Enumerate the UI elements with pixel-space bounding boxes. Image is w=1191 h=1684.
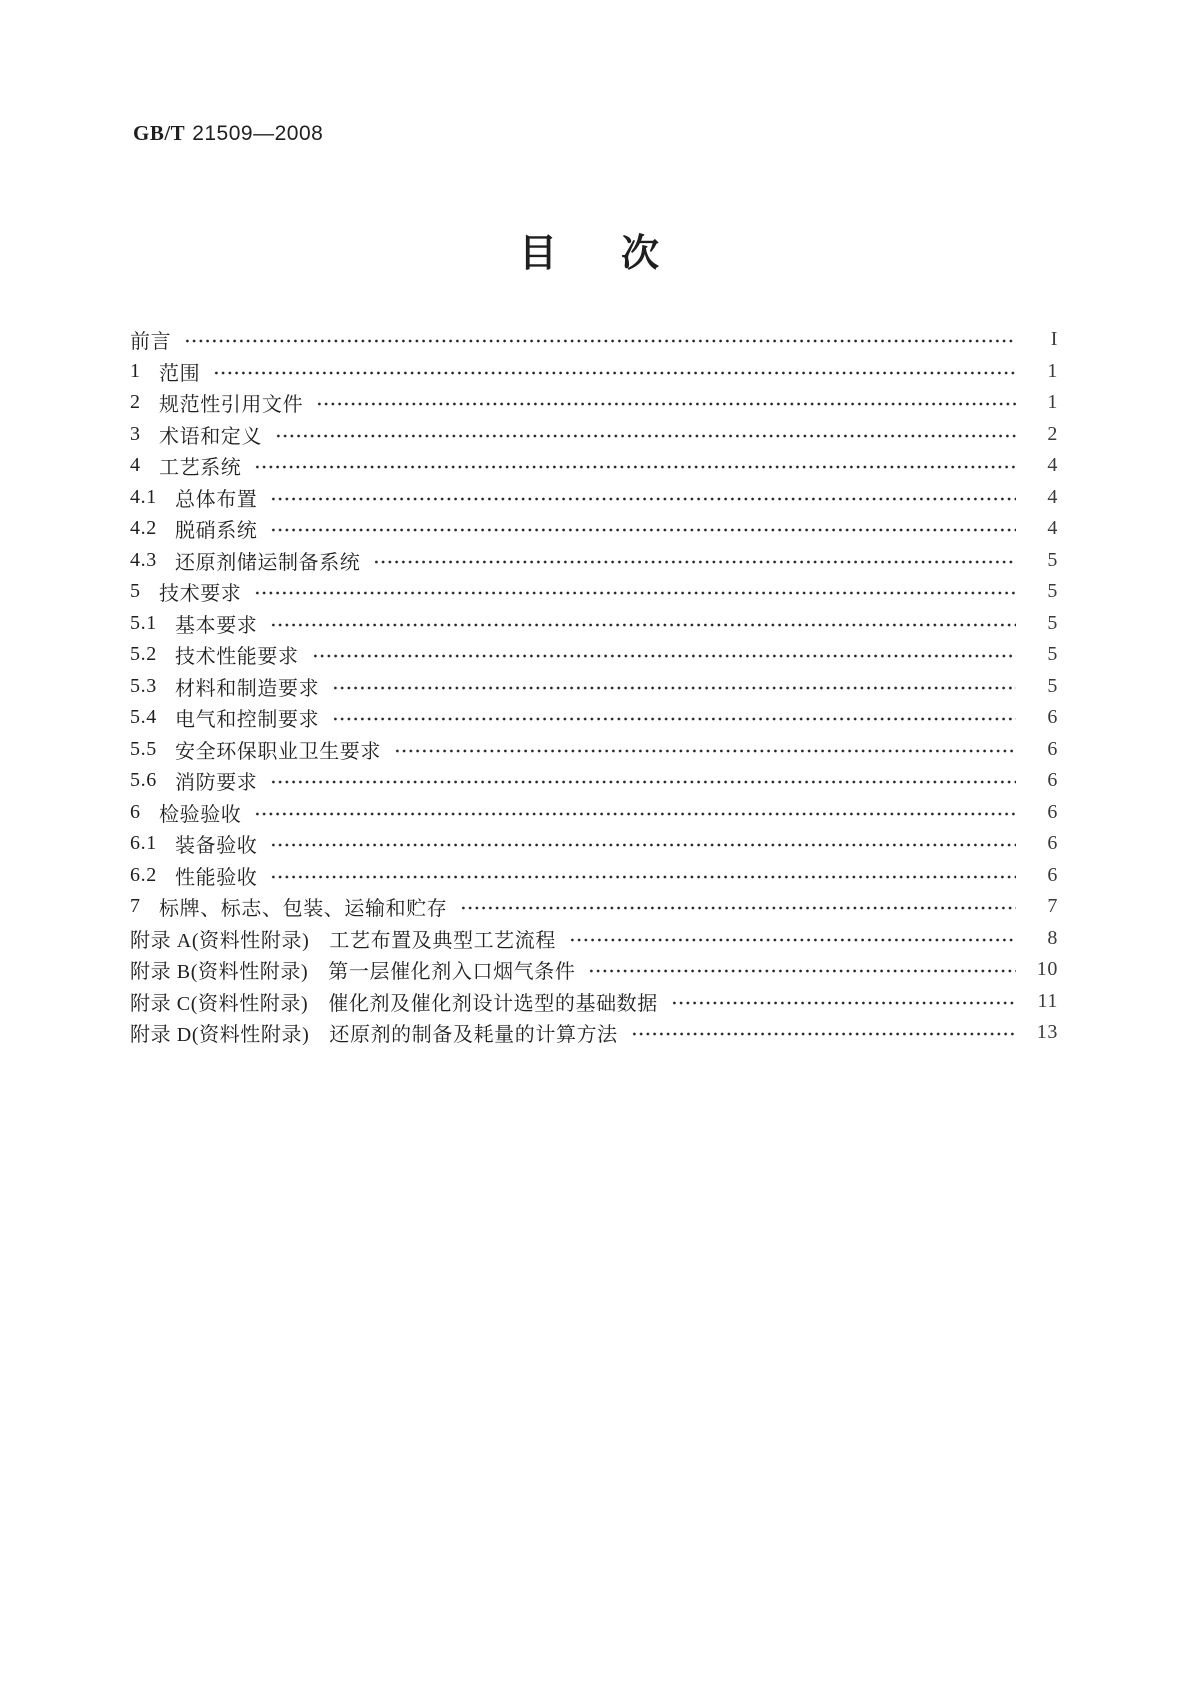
toc-entry-page: 5 <box>1047 580 1058 603</box>
toc-leader-dots <box>373 558 1016 566</box>
toc-entry <box>130 702 1058 734</box>
toc-entry-title: 术语和定义 <box>159 425 262 448</box>
toc-leader-dots <box>332 715 1016 723</box>
toc-entry <box>130 387 1058 419</box>
toc-entry-title: 消防要求 <box>175 772 258 795</box>
toc-entry-page: 6 <box>1047 800 1058 823</box>
toc-entry-page: 6 <box>1047 832 1058 855</box>
toc-entry <box>130 954 1058 986</box>
toc-entry <box>130 324 1058 356</box>
toc-leader-dots <box>270 621 1016 629</box>
toc-entry-page: 6 <box>1047 737 1058 760</box>
toc-entry <box>130 828 1058 860</box>
toc-entry-number: 4.3 <box>130 548 157 571</box>
toc-leader-dots <box>569 936 1016 944</box>
toc-entry <box>130 356 1058 388</box>
toc-entry-page: I <box>1050 328 1058 351</box>
toc-entry-number: 4 <box>130 454 141 477</box>
toc-entry-page: 10 <box>1036 958 1058 981</box>
toc-leader-dots <box>631 1030 1016 1038</box>
toc-entry <box>130 639 1058 671</box>
toc-entry <box>130 671 1058 703</box>
toc-leader-dots <box>213 369 1016 377</box>
toc-entry-title: 催化剂及催化剂设计选型的基础数据 <box>328 992 658 1015</box>
toc-leader-dots <box>275 432 1016 440</box>
toc-entry <box>130 450 1058 482</box>
toc-entry-number: 4.2 <box>130 517 157 540</box>
toc-entry <box>130 419 1058 451</box>
toc-entry-title: 前言 <box>130 331 172 354</box>
toc-leader-dots <box>270 778 1016 786</box>
toc-entry-title: 还原剂储运制备系统 <box>175 551 361 574</box>
toc-leader-dots <box>312 652 1016 660</box>
toc-leader-dots <box>254 463 1016 471</box>
toc-entry <box>130 891 1058 923</box>
toc-entry-page: 1 <box>1047 391 1058 414</box>
toc-entry <box>130 1017 1058 1049</box>
toc-entry-title: 材料和制造要求 <box>175 677 320 700</box>
standard-code <box>133 121 323 146</box>
page-title: 目 次 <box>518 233 672 275</box>
toc-entry-page: 7 <box>1047 895 1058 918</box>
toc-entry-number: 6 <box>130 800 141 823</box>
toc-entry-page: 8 <box>1047 926 1058 949</box>
toc-entry-page: 5 <box>1047 674 1058 697</box>
toc-entry-page: 5 <box>1047 643 1058 666</box>
toc-entry-page: 4 <box>1047 485 1058 508</box>
toc-entry-title: 规范性引用文件 <box>159 394 304 417</box>
toc-entry-page: 11 <box>1037 989 1058 1012</box>
toc-entry-number: 6.2 <box>130 863 157 886</box>
toc-leader-dots <box>270 526 1016 534</box>
toc-entry <box>130 765 1058 797</box>
toc-entry-number: 5.2 <box>130 643 157 666</box>
toc-entry-title: 安全环保职业卫生要求 <box>175 740 381 763</box>
toc-entry-page: 5 <box>1047 548 1058 571</box>
toc-entry-number: 附录 C(资料性附录) <box>130 992 309 1015</box>
toc-entry <box>130 545 1058 577</box>
toc-leader-dots <box>184 337 1016 345</box>
standard-code-prefix: GB/T <box>133 121 186 145</box>
toc-entry-page: 2 <box>1047 422 1058 445</box>
toc-entry-title: 性能验收 <box>175 866 258 889</box>
toc-entry-title: 装备验收 <box>175 835 258 858</box>
toc-leader-dots <box>316 400 1016 408</box>
toc-entry-number: 2 <box>130 391 141 414</box>
toc-entry <box>130 923 1058 955</box>
toc-entry-number: 5.6 <box>130 769 157 792</box>
toc-entry-number: 3 <box>130 422 141 445</box>
toc-entry-number: 附录 D(资料性附录) <box>130 1024 310 1047</box>
toc-entry-title: 工艺布置及典型工艺流程 <box>329 929 556 952</box>
toc-entry-page: 13 <box>1036 1021 1058 1044</box>
toc-entry-page: 5 <box>1047 611 1058 634</box>
toc-entry <box>130 513 1058 545</box>
toc-entry-page: 4 <box>1047 517 1058 540</box>
toc-entry-page: 6 <box>1047 769 1058 792</box>
toc-leader-dots <box>588 967 1016 975</box>
toc-entry-title: 工艺系统 <box>159 457 242 480</box>
toc-entry-page: 6 <box>1047 863 1058 886</box>
toc-leader-dots <box>332 684 1016 692</box>
toc-entry-title: 脱硝系统 <box>175 520 258 543</box>
toc-leader-dots <box>460 904 1016 912</box>
toc-entry-number: 5.4 <box>130 706 157 729</box>
toc-entry <box>130 797 1058 829</box>
toc-leader-dots <box>270 495 1016 503</box>
toc-entry-title: 标牌、标志、包装、运输和贮存 <box>159 898 448 921</box>
toc-entry <box>130 608 1058 640</box>
toc-leader-dots <box>394 747 1016 755</box>
toc-leader-dots <box>254 810 1016 818</box>
toc-entry-title: 检验验收 <box>159 803 242 826</box>
toc-entry-page: 1 <box>1047 359 1058 382</box>
toc-leader-dots <box>270 873 1016 881</box>
toc-entry-number: 1 <box>130 359 141 382</box>
toc-entry-number: 6.1 <box>130 832 157 855</box>
toc-entry-title: 还原剂的制备及耗量的计算方法 <box>329 1024 618 1047</box>
toc-entry <box>130 482 1058 514</box>
toc-entry-page: 4 <box>1047 454 1058 477</box>
toc-entry-title: 电气和控制要求 <box>175 709 320 732</box>
toc-entry-number: 7 <box>130 895 141 918</box>
toc-entry-number: 5 <box>130 580 141 603</box>
toc-entry-title: 基本要求 <box>175 614 258 637</box>
toc-entry-page: 6 <box>1047 706 1058 729</box>
toc-entry-title: 总体布置 <box>175 488 258 511</box>
toc-leader-dots <box>671 999 1016 1007</box>
toc-entry-title: 范围 <box>159 362 201 385</box>
toc-list <box>130 324 1058 1049</box>
toc-entry-title: 技术性能要求 <box>175 646 299 669</box>
toc-entry <box>130 860 1058 892</box>
toc-entry-number: 5.1 <box>130 611 157 634</box>
toc-entry-number: 附录 A(资料性附录) <box>130 929 310 952</box>
toc-leader-dots <box>254 589 1016 597</box>
toc-entry-title: 第一层催化剂入口烟气条件 <box>328 961 576 984</box>
toc-entry-number: 5.3 <box>130 674 157 697</box>
standard-code-number: 21509—2008 <box>192 122 324 145</box>
toc-entry <box>130 986 1058 1018</box>
toc-entry-number: 附录 B(资料性附录) <box>130 961 309 984</box>
toc-entry-number: 4.1 <box>130 485 157 508</box>
toc-leader-dots <box>270 841 1016 849</box>
toc-entry <box>130 734 1058 766</box>
toc-entry-title: 技术要求 <box>159 583 242 606</box>
toc-entry <box>130 576 1058 608</box>
toc-entry-number: 5.5 <box>130 737 157 760</box>
